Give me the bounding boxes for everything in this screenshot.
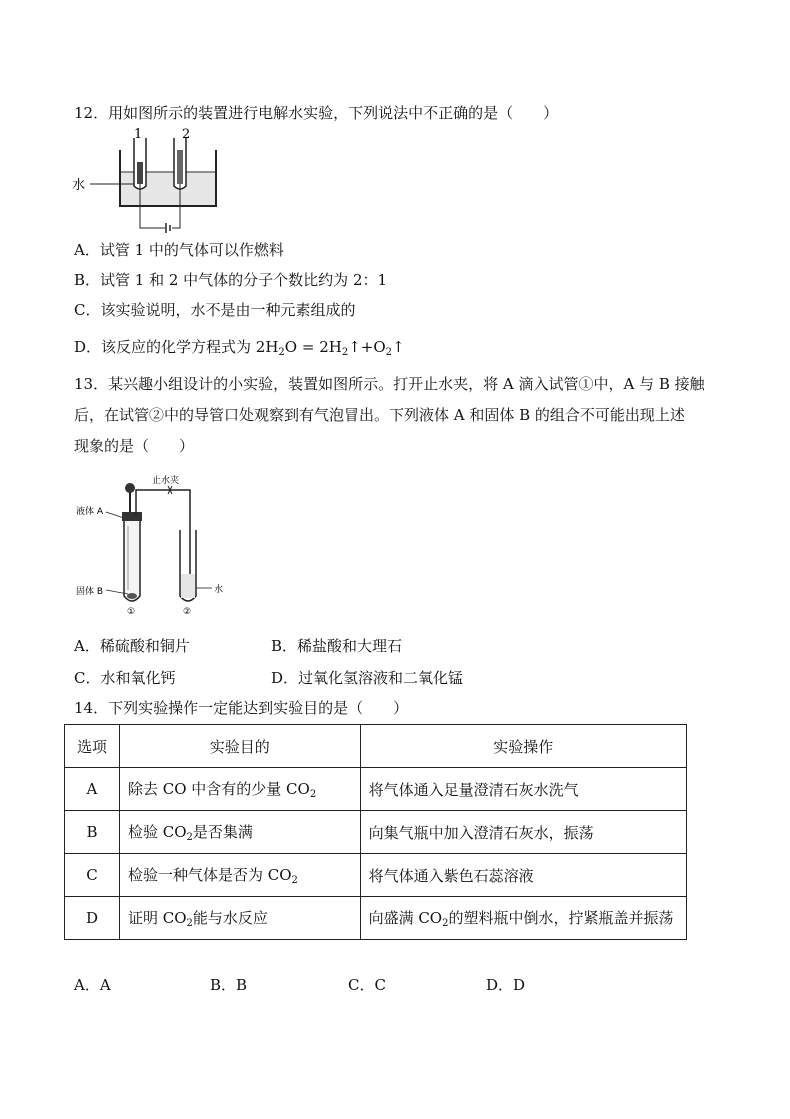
goal-text: 是否集满 xyxy=(192,823,253,841)
goal-text: 检验一种气体是否为 CO xyxy=(127,866,292,884)
eq-sub: 2 xyxy=(278,347,285,358)
eq-part: ↑+O xyxy=(348,338,386,356)
goal-sub: 2 xyxy=(186,918,193,929)
goal-text: 能与水反应 xyxy=(192,909,268,927)
q14-stem: 14．下列实验操作一定能达到实验目的是（ ） xyxy=(74,699,409,717)
row-operation xyxy=(360,854,686,897)
label-liquid-a: 液体 A xyxy=(76,507,104,517)
goal-sub: 2 xyxy=(309,789,317,800)
op-text: 的塑料瓶中倒水，拧紧瓶盖并振荡 xyxy=(448,909,674,927)
label-tube-1: ① xyxy=(127,607,136,616)
eq-part: D．该反应的化学方程式为 2H xyxy=(74,338,279,356)
gas-generation-diagram xyxy=(72,470,242,616)
row-operation xyxy=(360,811,686,854)
table-row xyxy=(65,768,687,811)
q14-answer-a: A．A xyxy=(74,976,111,994)
q14-answer-b: B．B xyxy=(210,976,248,994)
label-water: 水 xyxy=(72,178,86,193)
goal-text: 证明 CO xyxy=(127,909,187,927)
q12-option-b: B．试管 1 和 2 中气体的分子个数比约为 2：1 xyxy=(74,271,388,289)
row-option: B xyxy=(65,811,120,854)
label-tube-2: 2 xyxy=(182,128,191,142)
goal-sub: 2 xyxy=(186,832,193,843)
row-option: A xyxy=(65,768,120,811)
q13-stem-line-3: 现象的是（ ） xyxy=(74,437,195,455)
label-tube-1: 1 xyxy=(134,128,143,142)
eq-sub: 2 xyxy=(341,347,349,358)
header-goal: 实验目的 xyxy=(119,725,360,768)
q13-option-c: C．水和氧化钙 xyxy=(74,669,176,687)
table-row xyxy=(65,897,687,940)
eq-sub: 2 xyxy=(385,347,393,358)
op-text: 将气体通入紫色石蕊溶液 xyxy=(368,866,534,885)
q13-option-d: D．过氧化氢溶液和二氧化锰 xyxy=(271,669,464,687)
eq-part: ↑ xyxy=(392,338,405,356)
q13-option-a: A．稀硫酸和铜片 xyxy=(74,637,190,655)
goal-sub: 2 xyxy=(291,875,298,886)
op-text: 向盛满 CO xyxy=(368,909,443,927)
label-water: 水 xyxy=(214,585,224,595)
op-sub: 2 xyxy=(442,918,449,929)
q14-answer-d: D．D xyxy=(486,976,526,994)
op-text: 向集气瓶中加入澄清石灰水，振荡 xyxy=(368,823,594,842)
table-header-row xyxy=(65,725,687,768)
q12-option-c: C．该实验说明，水不是由一种元素组成的 xyxy=(74,301,356,319)
row-operation xyxy=(360,768,686,811)
q13-option-b: B．稀盐酸和大理石 xyxy=(271,637,403,655)
q13-stem-line-1: 13．某兴趣小组设计的小实验，装置如图所示。打开止水夹，将 A 滴入试管①中，A 与 B 接触 xyxy=(74,375,705,393)
header-operation: 实验操作 xyxy=(360,725,686,768)
electrolysis-diagram xyxy=(70,128,230,236)
goal-text: 检验 CO xyxy=(127,823,187,841)
table-row xyxy=(65,854,687,897)
row-option: C xyxy=(65,854,120,897)
label-solid-b: 固体 B xyxy=(76,587,104,597)
q12-option-d xyxy=(74,337,405,363)
q12-stem: 12．用如图所示的装置进行电解水实验，下列说法中不正确的是（ ） xyxy=(74,104,559,122)
row-option: D xyxy=(65,897,120,940)
header-option: 选项 xyxy=(65,725,120,768)
q12-option-a: A．试管 1 中的气体可以作燃料 xyxy=(74,241,284,259)
row-goal xyxy=(119,897,360,940)
label-tube-2: ② xyxy=(183,607,192,616)
row-goal xyxy=(119,811,360,854)
goal-text: 除去 CO 中含有的少量 CO xyxy=(127,780,310,798)
op-text: 将气体通入足量澄清石灰水洗气 xyxy=(368,780,579,799)
q13-stem-line-2: 后，在试管②中的导管口处观察到有气泡冒出。下列液体 A 和固体 B 的组合不可能出现上述 xyxy=(74,406,685,424)
experiment-table xyxy=(64,724,687,940)
q14-answer-c: C．C xyxy=(348,976,386,994)
row-goal xyxy=(119,768,360,811)
row-goal xyxy=(119,854,360,897)
label-clamp: 止水夹 xyxy=(152,476,180,486)
row-operation xyxy=(360,897,686,940)
eq-part: O = 2H xyxy=(284,338,342,356)
table-row xyxy=(65,811,687,854)
